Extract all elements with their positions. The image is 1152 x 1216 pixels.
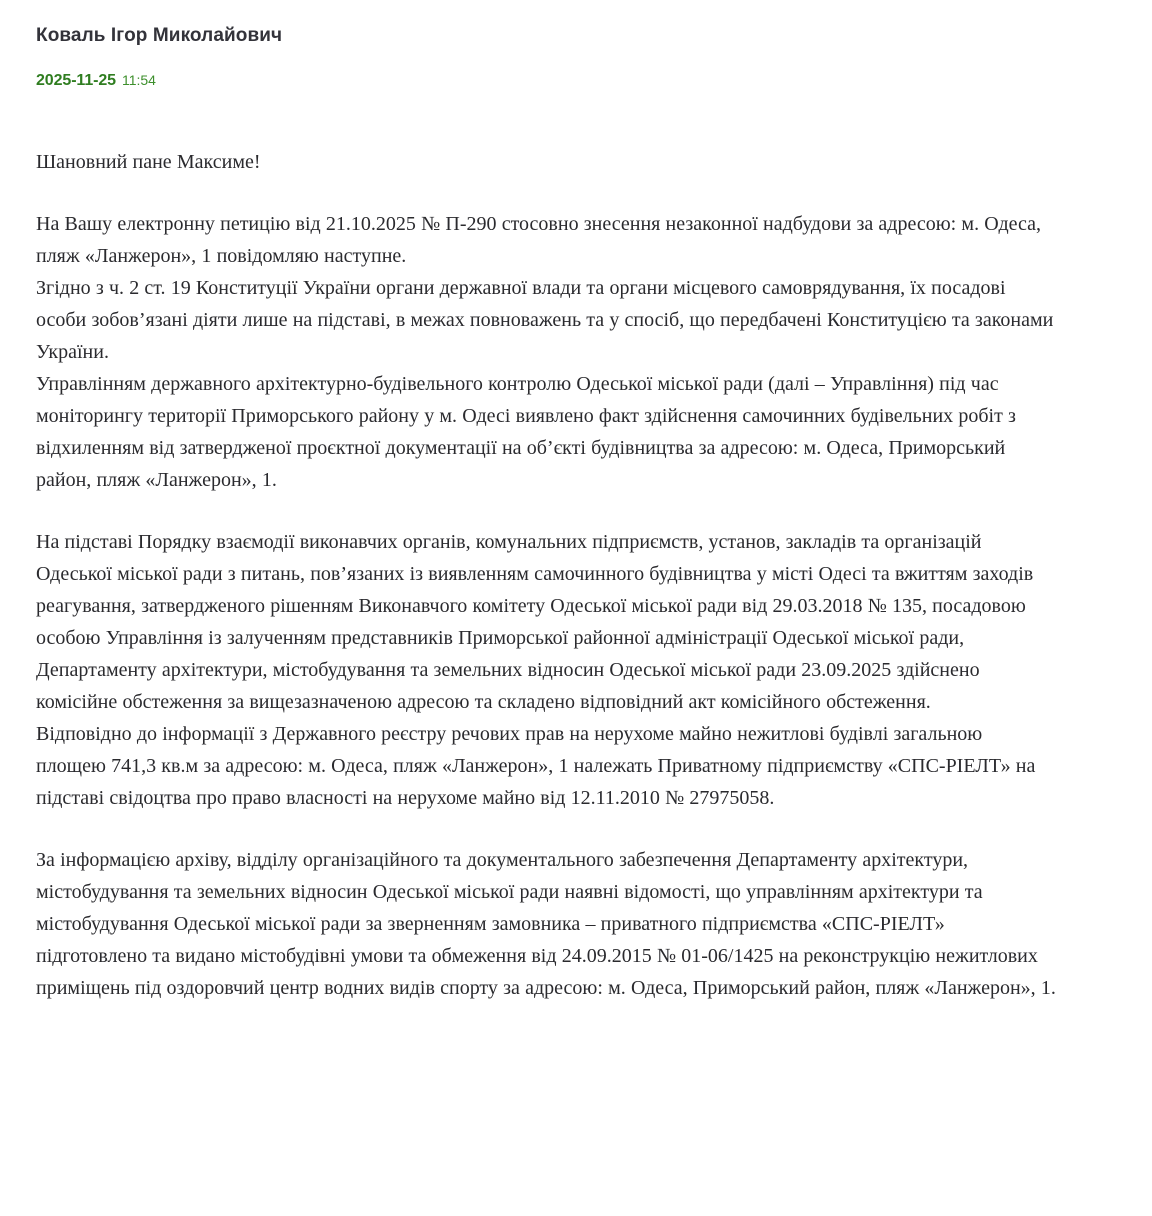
paragraph-constitution-article: Згідно з ч. 2 ст. 19 Конституції України органи державної влади та органи місцевого самоврядування, їх посадові особи зобов’язані діяти лише на підставі, в межах повноважень та у спосіб, що передбачені Конституцією та законами України. [36,277,1054,363]
paragraph-petition-reference: На Вашу електронну петицію від 21.10.2025 № П-290 стосовно знесення незаконної надбудови за адресою: м. Одеса, пляж «Ланжерон», 1 повідомляю наступне. [36,213,1042,267]
message-body [0,146,1152,1028]
message-timestamp [36,70,1116,91]
message-header [0,0,1152,91]
block-inspection-act [36,526,1116,814]
greeting-text: Шановний пане Максиме! [36,151,261,173]
paragraph-monitoring-finding: Управлінням державного архітектурно-будівельного контролю Одеської міської ради (далі – Управління) під час моніторингу території Приморського району у м. Одесі виявлено факт здійснення самочинних будівельних робіт з відхиленням від затвердженої проєктної документації на об’єкті будівництва за адресою: м. Одеса, Приморський район, пляж «Ланжерон», 1. [36,373,1016,491]
block-petition-reference [36,208,1116,496]
greeting-block [36,146,1116,178]
paragraph-commission-inspection: На підставі Порядку взаємодії виконавчих органів, комунальних підприємств, установ, закладів та організацій Одеської міської ради з питань, пов’язаних із виявленням самочинного будівництва у місті Одесі та вжиттям заходів реагування, затвердженого рішенням Виконавчого комітету Одеської міської ради від 29.03.2018 № 135, посадовою особою Управління із залученням представників Приморської районної адміністрації Одеської міської ради, Департаменту архітектури, містобудування та земельних відносин Одеської міської ради 23.09.2025 здійснено комісійне обстеження за вищезазначеною адресою та складено відповідний акт комісійного обстеження. [36,531,1034,713]
author-name: Коваль Ігор Миколайович [36,25,283,46]
message-time: 11:54 [121,72,156,88]
paragraph-property-registry: Відповідно до інформації з Державного реєстру речових прав на нерухоме майно нежитлові будівлі загальною площею 741,3 кв.м за адресою: м. Одеса, пляж «Ланжерон», 1 належать Приватному підприємству «СПС-РІЕЛТ» на підставі свідоцтва про право власності на нерухоме майно від 12.11.2010 № 27975058. [36,723,1036,809]
message-date: 2025-11-25 [36,72,116,89]
block-archive-info [36,844,1116,1004]
paragraph-archive-conditions: За інформацією архіву, відділу організаційного та документального забезпечення Департаменту архітектури, містобудування та земельних відносин Одеської міської ради наявні відомості, що управлінням архітектури та містобудування Одеської міської ради за зверненням замовника – приватного підприємства «СПС-РІЕЛТ» підготовлено та видано містобудівні умови та обмеження від 24.09.2015 № 01-06/1425 на реконструкцію нежитлових приміщень під оздоровчий центр водних видів спорту за адресою: м. Одеса, Приморський район, пляж «Ланжерон», 1. [36,849,1056,999]
